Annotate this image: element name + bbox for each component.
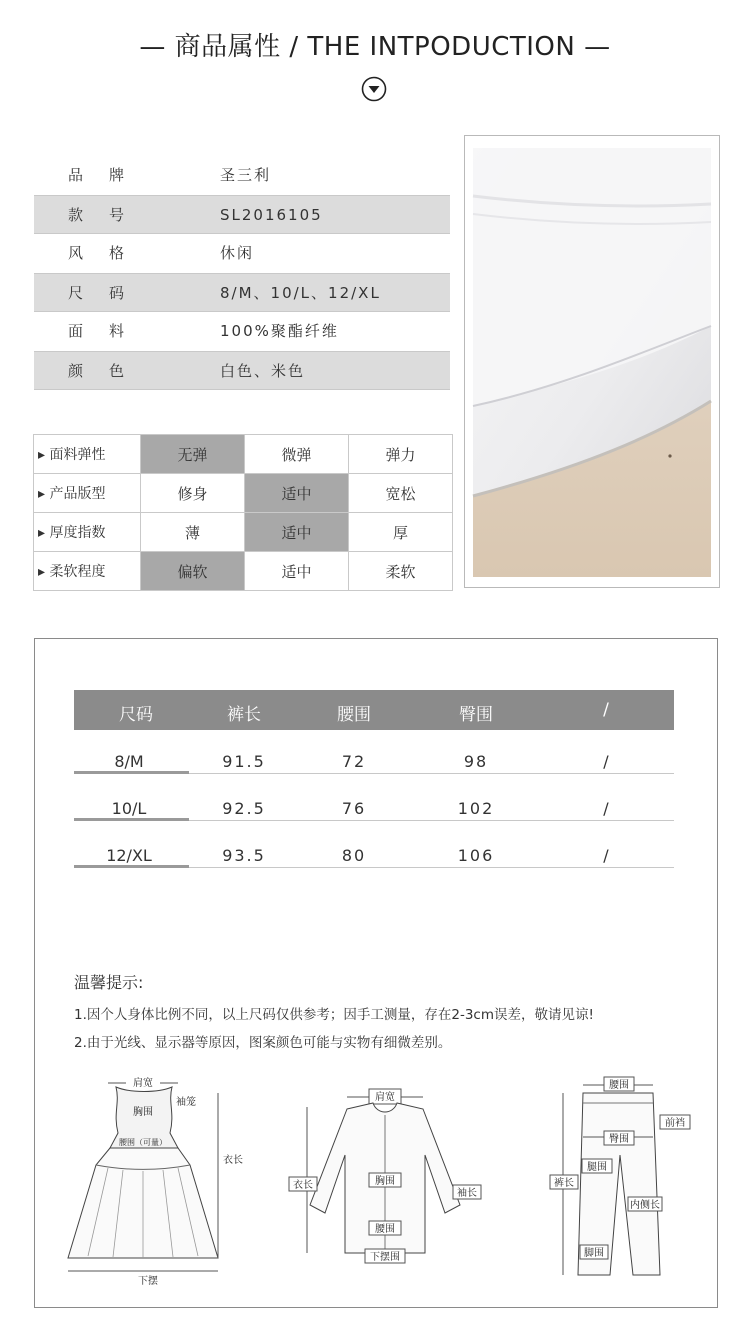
- fabric-swatch-image: [464, 135, 720, 588]
- rating-option: 适中: [245, 552, 349, 591]
- table-row: [74, 822, 674, 868]
- cell-length: 93.5: [222, 846, 266, 865]
- pants-label-inseam: 内侧长: [630, 1200, 660, 1211]
- attribute-value: 8/M、10/L、12/XL: [220, 284, 381, 302]
- row-divider-accent: [74, 865, 189, 868]
- shirt-label-hem: 下摆围: [370, 1252, 400, 1263]
- attribute-value: SL2016105: [220, 205, 323, 224]
- cell-extra: /: [603, 846, 609, 865]
- dress-label-waist: 腰围（可量）: [119, 1138, 167, 1147]
- pants-label-thigh: 腿围: [587, 1162, 607, 1173]
- attribute-label: 面料: [68, 322, 151, 340]
- rating-option: 厚: [349, 513, 453, 552]
- shirt-label-length: 衣长: [293, 1180, 313, 1191]
- attribute-row-fabric: [34, 312, 450, 349]
- dress-label-hem: 下摆: [138, 1276, 158, 1287]
- rating-row-thickness: [34, 513, 453, 552]
- attribute-row-brand: [34, 156, 450, 193]
- cell-length: 91.5: [222, 752, 266, 771]
- attribute-label: 风格: [68, 244, 151, 262]
- rating-option: 偏软: [141, 552, 245, 591]
- header-hip: 臀围: [459, 705, 493, 725]
- pants-label-hip: 臀围: [609, 1134, 629, 1145]
- dress-measurement-diagram: [58, 1073, 248, 1288]
- row-divider-accent: [74, 818, 189, 821]
- rating-label: ▸ 产品版型: [34, 474, 141, 513]
- header-extra: /: [603, 700, 609, 720]
- dress-label-armhole: 袖笼: [176, 1097, 196, 1108]
- pants-label-rise: 前裆: [665, 1118, 685, 1129]
- cell-extra: /: [603, 799, 609, 818]
- table-row: [74, 775, 674, 821]
- shirt-label-bust: 胸围: [375, 1176, 395, 1187]
- cell-length: 92.5: [222, 799, 266, 818]
- rating-option: 无弹: [141, 435, 245, 474]
- attribute-row-size: [34, 273, 450, 312]
- rating-label: ▸ 柔软程度: [34, 552, 141, 591]
- cell-extra: /: [603, 752, 609, 771]
- dress-label-shoulder: 肩宽: [133, 1078, 153, 1089]
- rating-label: ▸ 厚度指数: [34, 513, 141, 552]
- attribute-label: 尺码: [68, 284, 151, 302]
- size-table-header: [74, 690, 674, 730]
- dress-label-length: 衣长: [223, 1155, 243, 1166]
- notes-title: 温馨提示:: [74, 973, 144, 992]
- cell-size: 8/M: [114, 752, 144, 771]
- attribute-value: 休闲: [220, 244, 255, 262]
- rating-grid: [33, 434, 453, 591]
- chevron-down-circle-icon: [361, 76, 387, 102]
- header-waist: 腰围: [337, 705, 371, 725]
- cell-waist: 72: [341, 752, 367, 771]
- rating-row-elasticity: [34, 435, 453, 474]
- attribute-label: 款号: [68, 206, 151, 224]
- pants-label-hem: 脚围: [584, 1248, 604, 1259]
- note-line: 1.因个人身体比例不同，以上尺码仅供参考；因手工测量，存在2-3cm误差，敬请见谅!: [74, 1007, 594, 1023]
- fabric-swatch-photo: [465, 136, 719, 587]
- attribute-value: 白色、米色: [220, 362, 306, 380]
- rating-row-fit: [34, 474, 453, 513]
- shirt-label-shoulder: 肩宽: [375, 1092, 395, 1103]
- table-row: [74, 728, 674, 774]
- cell-waist: 80: [341, 846, 367, 865]
- shirt-label-sleeve: 袖长: [457, 1188, 477, 1199]
- pants-measurement-diagram: [548, 1075, 693, 1285]
- attribute-row-color: [34, 351, 450, 390]
- row-divider-accent: [74, 771, 189, 774]
- cell-waist: 76: [341, 799, 367, 818]
- rating-option: 修身: [141, 474, 245, 513]
- rating-row-softness: [34, 552, 453, 591]
- shirt-label-waist: 腰围: [375, 1224, 395, 1235]
- cell-hip: 106: [457, 846, 495, 865]
- cell-size: 12/XL: [106, 846, 152, 865]
- header-size: 尺码: [119, 705, 153, 725]
- cell-hip: 98: [463, 752, 489, 771]
- rating-option: 薄: [141, 513, 245, 552]
- section-title: — 商品属性 / THE INTPODUCTION —: [139, 32, 611, 62]
- attribute-label: 颜色: [68, 362, 151, 380]
- attribute-value: 100%聚酯纤维: [220, 322, 339, 340]
- rating-option: 微弹: [245, 435, 349, 474]
- rating-option: 适中: [245, 474, 349, 513]
- cell-size: 10/L: [111, 799, 147, 818]
- rating-option: 柔软: [349, 552, 453, 591]
- rating-label: ▸ 面料弹性: [34, 435, 141, 474]
- attribute-row-style-no: [34, 195, 450, 234]
- pants-label-length: 裤长: [554, 1178, 574, 1189]
- shirt-measurement-diagram: [285, 1085, 485, 1270]
- attribute-row-style: [34, 234, 450, 271]
- attribute-value: 圣三利: [220, 166, 272, 184]
- pants-label-waist: 腰围: [609, 1080, 629, 1091]
- dress-label-bust: 胸围: [133, 1107, 153, 1118]
- cell-hip: 102: [457, 799, 495, 818]
- rating-option: 适中: [245, 513, 349, 552]
- note-line: 2.由于光线、显示器等原因，图案颜色可能与实物有细微差别。: [74, 1035, 452, 1051]
- rating-option: 宽松: [349, 474, 453, 513]
- attribute-label: 品牌: [68, 166, 151, 184]
- rating-option: 弹力: [349, 435, 453, 474]
- header-length: 裤长: [227, 705, 261, 725]
